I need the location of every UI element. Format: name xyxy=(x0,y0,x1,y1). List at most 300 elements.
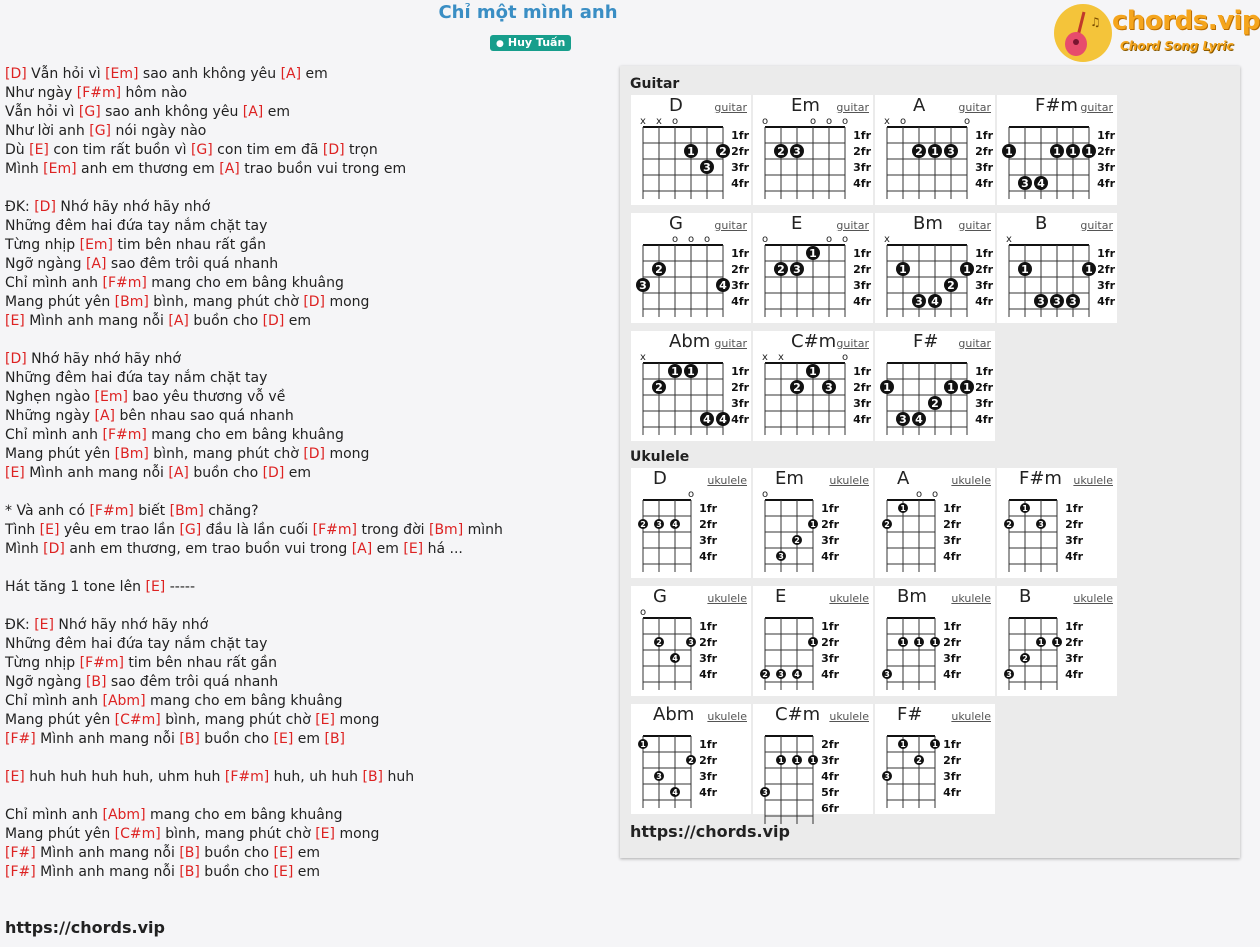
ukulele-section-label: Ukulele xyxy=(630,449,690,465)
fret-label: 1fr xyxy=(731,365,749,378)
fret-label: 3fr xyxy=(821,652,839,665)
chord-link[interactable]: [B] xyxy=(362,769,384,785)
chord-link[interactable]: [F#m] xyxy=(102,427,147,443)
finger-number: 1 xyxy=(931,145,939,158)
finger-number: 4 xyxy=(719,279,727,292)
chord-link[interactable]: [G] xyxy=(190,142,213,158)
finger-number: 2 xyxy=(777,263,785,276)
fret-label: 3fr xyxy=(699,534,717,547)
lyric-line: Mình [D] anh em thương, em trao buồn vui trong [A] em [E] há ... xyxy=(5,541,463,557)
finger-number: 2 xyxy=(916,756,922,765)
finger-number: 1 xyxy=(916,638,922,647)
chord-link[interactable]: [E] xyxy=(273,845,294,861)
fret-label: 2fr xyxy=(821,738,839,751)
fret-label: 2fr xyxy=(853,263,871,276)
chord-name: A xyxy=(913,95,926,116)
fret-label: 3fr xyxy=(731,397,749,410)
lyric-line: Như lời anh [G] nói ngày nào xyxy=(5,123,207,139)
fret-label: 3fr xyxy=(853,279,871,292)
lyric-line: [E] Mình anh mang nỗi [A] buồn cho [D] em xyxy=(5,313,312,329)
ukulele-chord-link[interactable]: ukulele xyxy=(951,710,991,723)
fret-label: 1fr xyxy=(975,129,993,142)
chord-link[interactable]: [E] xyxy=(273,864,294,880)
chord-link[interactable]: [D] xyxy=(5,66,27,82)
song-title: Chỉ một mình anh xyxy=(438,2,618,23)
chord-link[interactable]: [E] xyxy=(39,522,60,538)
ukulele-chord-card[interactable] xyxy=(631,586,751,696)
finger-number: 1 xyxy=(1038,638,1044,647)
muted-string-marker: x xyxy=(640,116,646,127)
chord-link[interactable]: [E] xyxy=(315,826,335,842)
chord-link[interactable]: [F#m] xyxy=(89,503,134,519)
fret-label: 3fr xyxy=(821,534,839,547)
finger-number: 1 xyxy=(1085,263,1093,276)
fret-label: 2fr xyxy=(731,145,749,158)
fret-label: 3fr xyxy=(1065,652,1083,665)
finger-number: 1 xyxy=(687,145,695,158)
finger-number: 2 xyxy=(794,536,800,545)
guitar-chord-card[interactable] xyxy=(997,95,1117,205)
open-string-marker: o xyxy=(671,116,679,127)
lyric-line xyxy=(5,749,605,768)
fret-label: 1fr xyxy=(943,738,961,751)
fret-label: 6fr xyxy=(821,802,839,815)
chord-link[interactable]: [D] xyxy=(303,446,326,462)
finger-number: 2 xyxy=(1022,654,1028,663)
chord-name: Abm xyxy=(653,704,695,725)
chord-link[interactable]: [A] xyxy=(85,256,107,272)
finger-number: 2 xyxy=(655,381,663,394)
guitar-chord-card[interactable] xyxy=(875,331,995,441)
lyric-line: Nghẹn ngào [Em] bao yêu thương vỗ về xyxy=(5,389,286,405)
finger-number: 3 xyxy=(639,279,647,292)
guitar-chord-card[interactable] xyxy=(997,213,1117,323)
chords-panel xyxy=(620,66,1240,858)
chord-link[interactable]: [F#m] xyxy=(76,85,122,101)
fret-label: 1fr xyxy=(1065,620,1083,633)
chord-name: F# xyxy=(913,331,939,352)
finger-number: 1 xyxy=(1021,263,1029,276)
chord-name: E xyxy=(791,213,803,234)
chord-link[interactable]: [B] xyxy=(179,845,200,861)
guitar-chord-link[interactable]: guitar xyxy=(836,337,869,350)
logo-tagline: Chord Song Lyric xyxy=(1120,39,1234,53)
chord-link[interactable]: [E] xyxy=(29,142,49,158)
finger-number: 3 xyxy=(1053,295,1061,308)
chord-link[interactable]: [G] xyxy=(78,104,101,120)
fret-label: 4fr xyxy=(699,668,717,681)
finger-number: 4 xyxy=(719,413,727,426)
lyric-line: [D] Nhớ hãy nhớ hãy nhớ xyxy=(5,351,181,367)
finger-number: 1 xyxy=(1069,145,1077,158)
fret-label: 4fr xyxy=(699,550,717,563)
open-string-marker: o xyxy=(639,607,647,618)
fret-label: 3fr xyxy=(699,652,717,665)
finger-number: 1 xyxy=(932,740,938,749)
lyric-line: Những ngày [A] bên nhau sao quá nhanh xyxy=(5,408,294,424)
lyric-line: [F#] Mình anh mang nỗi [B] buồn cho [E] em [B] xyxy=(5,731,346,747)
chord-name: D xyxy=(653,468,667,489)
ukulele-chord-link[interactable]: ukulele xyxy=(707,592,747,605)
guitar-chord-link[interactable]: guitar xyxy=(836,101,869,114)
fret-label: 4fr xyxy=(1065,668,1083,681)
finger-number: 1 xyxy=(671,365,679,378)
guitar-chord-card[interactable] xyxy=(631,331,751,441)
fret-label: 2fr xyxy=(699,754,717,767)
ukulele-chord-card[interactable] xyxy=(753,586,873,696)
fret-label: 2fr xyxy=(1065,518,1083,531)
fret-label: 3fr xyxy=(943,652,961,665)
ukulele-chord-link[interactable]: ukulele xyxy=(829,592,869,605)
fret-label: 2fr xyxy=(1097,263,1115,276)
finger-number: 1 xyxy=(947,381,955,394)
finger-number: 3 xyxy=(703,161,711,174)
svg-text:♫: ♫ xyxy=(1090,15,1101,29)
open-string-marker: o xyxy=(841,234,849,245)
lyric-line: Vẫn hỏi vì [G] sao anh không yêu [A] em xyxy=(5,104,290,120)
ukulele-chord-link[interactable]: ukulele xyxy=(951,592,991,605)
chord-link[interactable]: [F#] xyxy=(5,845,36,861)
chord-link[interactable]: [Em] xyxy=(79,237,114,253)
finger-number: 2 xyxy=(719,145,727,158)
chord-link[interactable]: [G] xyxy=(89,123,112,139)
finger-number: 4 xyxy=(672,788,678,797)
open-string-marker: o xyxy=(963,116,971,127)
muted-string-marker: x xyxy=(778,352,784,363)
chord-link[interactable]: [B] xyxy=(85,674,107,690)
chord-link[interactable]: [Em] xyxy=(43,161,77,177)
chord-link[interactable]: [E] xyxy=(273,731,294,747)
guitar-chord-card[interactable] xyxy=(631,213,751,323)
finger-number: 3 xyxy=(1006,670,1012,679)
finger-number: 3 xyxy=(762,788,768,797)
finger-number: 4 xyxy=(672,520,678,529)
lyric-line xyxy=(5,559,605,578)
finger-number: 1 xyxy=(794,756,800,765)
site-logo[interactable] xyxy=(1054,4,1260,62)
fret-label: 3fr xyxy=(699,770,717,783)
finger-number: 3 xyxy=(778,670,784,679)
fret-label: 2fr xyxy=(853,145,871,158)
chord-link[interactable]: [D] xyxy=(262,465,285,481)
chord-link[interactable]: [F#m] xyxy=(224,769,270,785)
chord-link[interactable]: [B] xyxy=(179,731,200,747)
fret-label: 4fr xyxy=(943,786,961,799)
chord-link[interactable]: [A] xyxy=(351,541,373,557)
chord-link[interactable]: [Em] xyxy=(105,66,139,82)
chord-link[interactable]: [D] xyxy=(43,541,65,557)
fret-label: 4fr xyxy=(821,770,839,783)
fret-label: 2fr xyxy=(821,636,839,649)
chord-link[interactable]: [E] xyxy=(315,712,335,728)
ukulele-chord-link[interactable]: ukulele xyxy=(1073,474,1113,487)
chord-link[interactable]: [A] xyxy=(168,313,189,329)
chord-link[interactable]: [E] xyxy=(34,617,54,633)
fret-label: 1fr xyxy=(853,129,871,142)
fret-label: 2fr xyxy=(853,381,871,394)
lyric-line: [D] Vẫn hỏi vì [Em] sao anh không yêu [A] em xyxy=(5,66,328,82)
guitar-chord-link[interactable]: guitar xyxy=(958,101,991,114)
lyric-line: Mang phút yên [C#m] bình, mang phút chờ [E] mong xyxy=(5,826,380,842)
fret-label: 3fr xyxy=(731,161,749,174)
finger-number: 4 xyxy=(794,670,800,679)
guitar-chord-link[interactable]: guitar xyxy=(714,337,747,350)
open-string-marker: o xyxy=(899,116,907,127)
finger-number: 4 xyxy=(931,295,939,308)
guitar-chord-card[interactable] xyxy=(875,213,995,323)
chord-link[interactable]: [D] xyxy=(303,294,326,310)
chord-link[interactable]: [Bm] xyxy=(114,446,149,462)
guitar-chord-link[interactable]: guitar xyxy=(836,219,869,232)
lyrics-block xyxy=(5,65,605,882)
finger-number: 3 xyxy=(1038,520,1044,529)
finger-number: 1 xyxy=(1053,145,1061,158)
guitar-chord-card[interactable] xyxy=(875,95,995,205)
open-string-marker: o xyxy=(671,234,679,245)
fret-label: 1fr xyxy=(731,129,749,142)
chord-name: Abm xyxy=(669,331,711,352)
lyric-line: Những đêm hai đứa tay nắm chặt tay xyxy=(5,636,268,652)
lyric-line: Hát tăng 1 tone lên [E] ----- xyxy=(5,579,195,595)
finger-number: 2 xyxy=(915,145,923,158)
guitar-chord-link[interactable]: guitar xyxy=(1080,219,1113,232)
chord-link[interactable]: [E] xyxy=(5,769,25,785)
lyric-line: Dù [E] con tim rất buồn vì [G] con tim em đã [D] trọn xyxy=(5,142,378,158)
ukulele-chord-card[interactable] xyxy=(753,704,873,814)
finger-number: 1 xyxy=(900,638,906,647)
finger-number: 1 xyxy=(809,365,817,378)
open-string-marker: o xyxy=(761,489,769,500)
fret-label: 4fr xyxy=(1097,177,1115,190)
chord-link[interactable]: [C#m] xyxy=(114,712,161,728)
fret-label: 4fr xyxy=(975,295,993,308)
ukulele-chord-card[interactable] xyxy=(753,468,873,578)
finger-number: 1 xyxy=(810,638,816,647)
finger-number: 2 xyxy=(884,520,890,529)
lyric-line: Những đêm hai đứa tay nắm chặt tay xyxy=(5,370,268,386)
ukulele-chord-link[interactable]: ukulele xyxy=(1073,592,1113,605)
chord-name: F#m xyxy=(1035,95,1078,116)
finger-number: 3 xyxy=(899,413,907,426)
chord-link[interactable]: [E] xyxy=(5,313,25,329)
finger-number: 1 xyxy=(900,504,906,513)
lyric-line: Như ngày [F#m] hôm nào xyxy=(5,85,188,101)
ukulele-chord-card[interactable] xyxy=(631,704,751,814)
open-string-marker: o xyxy=(809,116,817,127)
fret-label: 2fr xyxy=(975,381,993,394)
fret-label: 3fr xyxy=(943,534,961,547)
finger-number: 2 xyxy=(947,279,955,292)
fret-label: 3fr xyxy=(1065,534,1083,547)
chord-link[interactable]: [A] xyxy=(280,66,302,82)
muted-string-marker: x xyxy=(762,352,768,363)
chord-link[interactable]: [F#] xyxy=(5,731,36,747)
ukulele-chord-card[interactable] xyxy=(631,468,751,578)
guitar-chord-card[interactable] xyxy=(631,95,751,205)
chord-link[interactable]: [F#m] xyxy=(102,275,147,291)
chord-link[interactable]: [D] xyxy=(262,313,285,329)
lyric-line: [F#] Mình anh mang nỗi [B] buồn cho [E] em xyxy=(5,845,321,861)
fret-label: 4fr xyxy=(731,413,749,426)
chord-link[interactable]: [B] xyxy=(179,864,200,880)
fret-label: 2fr xyxy=(943,754,961,767)
lyric-line: Mang phút yên [C#m] bình, mang phút chờ [E] mong xyxy=(5,712,380,728)
chord-link[interactable]: [G] xyxy=(179,522,202,538)
lyric-line: [E] Mình anh mang nỗi [A] buồn cho [D] em xyxy=(5,465,312,481)
chord-name: Em xyxy=(775,468,804,489)
fret-label: 1fr xyxy=(1097,247,1115,260)
lyric-line: ĐK: [E] Nhớ hãy nhớ hãy nhớ xyxy=(5,617,209,633)
lyric-line: Từng nhịp [F#m] tim bên nhau rất gần xyxy=(5,655,277,671)
open-string-marker: o xyxy=(825,234,833,245)
chord-name: Bm xyxy=(913,213,943,234)
fret-label: 5fr xyxy=(821,786,839,799)
fret-label: 4fr xyxy=(1097,295,1115,308)
fret-label: 4fr xyxy=(1065,550,1083,563)
panel-site-url[interactable]: https://chords.vip xyxy=(630,822,790,841)
ukulele-chord-card[interactable] xyxy=(875,704,995,814)
finger-number: 2 xyxy=(793,381,801,394)
fret-label: 1fr xyxy=(853,365,871,378)
fret-label: 2fr xyxy=(731,381,749,394)
finger-number: 1 xyxy=(778,756,784,765)
ukulele-chord-link[interactable]: ukulele xyxy=(951,474,991,487)
fret-label: 1fr xyxy=(699,620,717,633)
ukulele-chord-card[interactable] xyxy=(997,586,1117,696)
ukulele-chord-card[interactable] xyxy=(875,586,995,696)
chord-link[interactable]: [A] xyxy=(168,465,189,481)
chord-link[interactable]: [E] xyxy=(145,579,166,595)
finger-number: 1 xyxy=(809,247,817,260)
finger-number: 1 xyxy=(932,638,938,647)
chord-link[interactable]: [D] xyxy=(322,142,345,158)
ukulele-chord-card[interactable] xyxy=(875,468,995,578)
lyric-line: [E] huh huh huh huh, uhm huh [F#m] huh, uh huh [B] huh xyxy=(5,769,415,785)
chord-link[interactable]: [E] xyxy=(5,465,25,481)
finger-number: 3 xyxy=(793,263,801,276)
chord-link[interactable]: [F#m] xyxy=(79,655,124,671)
chord-link[interactable]: [Bm] xyxy=(114,294,149,310)
chord-link[interactable]: [B] xyxy=(324,731,346,747)
chord-name: F#m xyxy=(1019,468,1062,489)
chord-link[interactable]: [Bm] xyxy=(428,522,464,538)
fret-label: 4fr xyxy=(699,786,717,799)
chord-link[interactable]: [F#m] xyxy=(312,522,358,538)
fret-label: 1fr xyxy=(699,502,717,515)
finger-number: 2 xyxy=(1006,520,1012,529)
chord-name: A xyxy=(897,468,910,489)
ukulele-chord-link[interactable]: ukulele xyxy=(829,710,869,723)
fret-label: 1fr xyxy=(975,365,993,378)
lyric-line xyxy=(5,179,605,198)
finger-number: 1 xyxy=(1085,145,1093,158)
finger-number: 3 xyxy=(915,295,923,308)
finger-number: 3 xyxy=(778,552,784,561)
guitar-icon xyxy=(1060,8,1106,58)
chord-link[interactable]: [Abm] xyxy=(102,693,146,709)
fret-label: 4fr xyxy=(821,668,839,681)
finger-number: 1 xyxy=(883,381,891,394)
fret-label: 2fr xyxy=(975,263,993,276)
user-icon: ● xyxy=(496,39,504,49)
finger-number: 3 xyxy=(825,381,833,394)
site-url[interactable]: https://chords.vip xyxy=(5,918,165,937)
logo-brand: chords.vip xyxy=(1112,6,1260,36)
muted-string-marker: x xyxy=(884,116,890,127)
chord-link[interactable]: [A] xyxy=(219,161,240,177)
fret-label: 4fr xyxy=(943,668,961,681)
fret-label: 1fr xyxy=(853,247,871,260)
open-string-marker: o xyxy=(825,116,833,127)
open-string-marker: o xyxy=(687,489,695,500)
fret-label: 2fr xyxy=(699,518,717,531)
chord-link[interactable]: [D] xyxy=(34,199,56,215)
ukulele-chord-link[interactable]: ukulele xyxy=(829,474,869,487)
chord-link[interactable]: [Em] xyxy=(94,389,128,405)
guitar-chord-link[interactable]: guitar xyxy=(714,219,747,232)
chord-link[interactable]: [E] xyxy=(403,541,424,557)
fret-label: 3fr xyxy=(1097,279,1115,292)
finger-number: 3 xyxy=(656,520,662,529)
chord-name: Bm xyxy=(897,586,927,607)
guitar-chord-link[interactable]: guitar xyxy=(714,101,747,114)
fret-label: 1fr xyxy=(821,620,839,633)
ukulele-chord-card[interactable] xyxy=(997,468,1117,578)
finger-number: 4 xyxy=(1037,177,1045,190)
fret-label: 3fr xyxy=(853,161,871,174)
chord-link[interactable]: [D] xyxy=(5,351,27,367)
fret-label: 2fr xyxy=(943,518,961,531)
finger-number: 3 xyxy=(947,145,955,158)
fret-label: 2fr xyxy=(943,636,961,649)
fret-label: 3fr xyxy=(943,770,961,783)
ukulele-chord-link[interactable]: ukulele xyxy=(707,710,747,723)
finger-number: 1 xyxy=(1054,638,1060,647)
fret-label: 2fr xyxy=(821,518,839,531)
muted-string-marker: x xyxy=(884,234,890,245)
ukulele-chord-link[interactable]: ukulele xyxy=(707,474,747,487)
fret-label: 2fr xyxy=(975,145,993,158)
chord-name: F# xyxy=(897,704,923,725)
open-string-marker: o xyxy=(841,352,849,363)
guitar-chord-card[interactable] xyxy=(753,213,873,323)
lyric-line: Chỉ mình anh [F#m] mang cho em bâng khuâng xyxy=(5,275,344,291)
guitar-chord-card[interactable] xyxy=(753,95,873,205)
fret-label: 4fr xyxy=(853,413,871,426)
guitar-chord-link[interactable]: guitar xyxy=(958,337,991,350)
guitar-chord-link[interactable]: guitar xyxy=(958,219,991,232)
finger-number: 2 xyxy=(640,520,646,529)
fret-label: 3fr xyxy=(731,279,749,292)
lyric-line xyxy=(5,597,605,616)
chord-link[interactable]: [A] xyxy=(242,104,264,120)
lyric-line xyxy=(5,331,605,350)
chord-name: G xyxy=(669,213,683,234)
finger-number: 3 xyxy=(656,772,662,781)
fret-label: 3fr xyxy=(975,161,993,174)
chord-link[interactable]: [Bm] xyxy=(169,503,204,519)
guitar-chord-link[interactable]: guitar xyxy=(1080,101,1113,114)
chord-link[interactable]: [Abm] xyxy=(102,807,146,823)
chord-link[interactable]: [C#m] xyxy=(114,826,161,842)
chord-link[interactable]: [F#] xyxy=(5,864,36,880)
guitar-chord-card[interactable] xyxy=(753,331,873,441)
fret-label: 2fr xyxy=(1097,145,1115,158)
lyric-line: Mình [Em] anh em thương em [A] trao buồn vui trong em xyxy=(5,161,407,177)
artist-badge[interactable] xyxy=(490,35,571,51)
chord-name: C#m xyxy=(775,704,821,725)
chord-link[interactable]: [A] xyxy=(94,408,116,424)
